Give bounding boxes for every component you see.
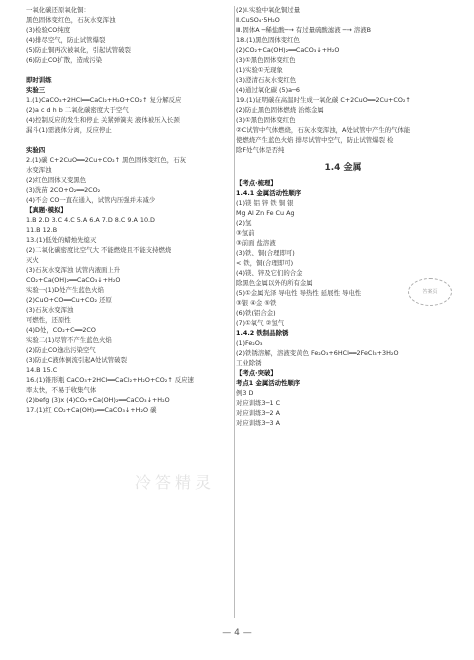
leftCol-line: 13.(1)低处的蜡烛先熄灭 xyxy=(26,236,97,244)
rightBottom-line: 例3 D xyxy=(236,389,254,398)
rightTop-line: Ⅱ.CuSO₄·5H₂O xyxy=(236,16,280,24)
rightBottom-line: 【考点·突破】 xyxy=(236,369,277,378)
rightBottom-line: 1.4.2 铁制品除锈 xyxy=(236,329,289,338)
leftCol-line: (6)防止CO扩散，造成污染 xyxy=(26,56,103,64)
watermark: 冷答精灵 xyxy=(135,473,216,492)
leftCol-line: 14.B 15.C xyxy=(26,366,58,374)
left-column xyxy=(26,6,230,416)
right-column xyxy=(236,6,450,429)
leftCol-line: (4)控制反应的发生和停止 关紧弹簧夹 液体被压入长颈 xyxy=(26,116,180,124)
leftCol-line xyxy=(26,66,230,76)
column-divider xyxy=(234,6,235,618)
rightBottom-line: (1)Fe₂O₃ xyxy=(236,339,263,348)
leftCol-line: (2)CuO+CO══Cu+CO₂ 还原 xyxy=(26,296,112,304)
leftCol-line xyxy=(26,136,230,146)
leftCol-line: (2)防止CO逸出污染空气 xyxy=(26,346,96,354)
leftCol-line: (3)石灰水变浑浊 试管内液面上升 xyxy=(26,266,121,274)
leftCol-line: (5)防止铜再次被氧化，引起试管破裂 xyxy=(26,46,131,54)
leftCol-line: (2)二氧化碳密度比空气大 不能燃烧且不能支持燃烧 xyxy=(26,246,172,254)
leftCol-line: 2.(1)碳 C+2CuO══2Cu+CO₂↑ 黑色固体变红色，石灰 xyxy=(26,156,186,164)
rightBottom-line: 除黑色金属以外的所有金属 xyxy=(236,279,313,288)
rightTop-line: (4)通过氧化碳 (5)a─6 xyxy=(236,86,300,94)
leftCol-line: (2)a c d h b 二氧化碳密度大于空气 xyxy=(26,106,129,114)
leftCol-line: 1.B 2.D 3.C 4.C 5.A 6.A 7.D 8.C 9.A 10.D xyxy=(26,216,155,224)
rightTop-line: 除F处气体是否纯 xyxy=(236,146,285,154)
rightBottom-line: (4)镁、锌及它们的合金 xyxy=(236,269,303,278)
leftCol-line: 17.(1)红 CO₂+Ca(OH)₂══CaCO₃↓+H₂O 碳 xyxy=(26,406,157,414)
section-title: 1.4 金属 xyxy=(324,163,362,173)
rightTop-line: ②C试管中气体燃烧，石灰水变浑浊，A处试管中产生的气体能 xyxy=(236,126,411,134)
leftCol-line: 黑色固体变红色，石灰水变浑浊 xyxy=(26,16,116,24)
rightBottom-line: (7)①氧气 ②氢气 xyxy=(236,319,285,328)
rightBottom-line: (6)铁(铝合金) xyxy=(236,309,276,318)
leftCol-line: 实验三 xyxy=(26,86,46,94)
rightTop-line: 18.(1)黑色固体变红色 xyxy=(236,36,300,44)
leftCol-line: 灭火 xyxy=(26,256,39,264)
rightBottom-line: ③银 ④金 ⑤铁 xyxy=(236,299,277,308)
rightBottom-line: 对应训练3─3 A xyxy=(236,419,280,428)
leftCol-line: (4)D处，CO₂+C══2CO xyxy=(26,326,96,334)
leftCol-line: 水变浑浊 xyxy=(26,166,52,174)
rightBottom-line: (1)镁 铝 锌 铁 铜 银 xyxy=(236,199,294,208)
leftCol-line: 【真题·模拟】 xyxy=(26,206,67,214)
rightBottom-line: 【考点·梳理】 xyxy=(236,179,277,188)
leftCol-line: 实验二(1)尽管不产生蓝色火焰 xyxy=(26,336,112,344)
leftCol-line: 可燃性，还原性 xyxy=(26,316,71,324)
leftCol-line: (3)防止C液体倒流引起A处试管破裂 xyxy=(26,356,127,364)
stamp-logo: 答案页 xyxy=(408,278,452,306)
rightBottom-line: ③前面 盐溶液 xyxy=(236,239,276,248)
leftCol-line: 一氧化碳还原氧化铜： xyxy=(26,6,90,14)
rightBottom-line: ③氢前 xyxy=(236,229,255,238)
rightBottom-line: 工业除锈 xyxy=(236,359,262,368)
leftCol-line: (3)洗苗 2CO+O₂══2CO₂ xyxy=(26,186,101,194)
leftCol-line: 11.B 12.B xyxy=(26,226,58,234)
rightTop-line: (3)①黑色固体变红色 xyxy=(236,56,296,64)
rightTop-line: (2)Ⅰ.实验中氧化铜过量 xyxy=(236,6,301,14)
rightTop-line: (3)澄清石灰水变红色 xyxy=(236,76,297,84)
leftCol-line: (4)不会 CO一直在通入，试管内压强并未减少 xyxy=(26,196,156,204)
leftCol-line: (4)排尽空气，防止试管爆裂 xyxy=(26,36,106,44)
page-number: — 4 — xyxy=(222,628,252,638)
leftCol-line: 实验一(1)D处产生蓝色火焰 xyxy=(26,286,104,294)
rightBottom-line: Mg Al Zn Fe Cu Ag xyxy=(236,209,295,218)
rightBottom-line: (2)氢 xyxy=(236,219,252,228)
rightBottom-line: 对应训练3─1 C xyxy=(236,399,281,408)
leftCol-line: 1.(1)CaCO₃+2HCl══CaCl₂+H₂O+CO₂↑ 复分解反应 xyxy=(26,96,182,104)
rightBottom-line: 考点1 金属活动性顺序 xyxy=(236,379,301,388)
leftCol-line: 16.(1)锥形瓶 CaCO₃+2HCl══CaCl₂+H₂O+CO₂↑ 反应速 xyxy=(26,376,194,384)
right-column-top xyxy=(236,6,450,156)
leftCol-line: (2)红色固体又变黑色 xyxy=(26,176,87,184)
rightBottom-line: (5)①金属光泽 导电性 导热性 延展性 导电性 xyxy=(236,289,362,298)
rightTop-line: (2)防止黑色固体燃烧 治炼金属 xyxy=(236,106,324,114)
leftCol-line: 实验四 xyxy=(26,146,46,154)
rightTop-line: (1)实验①无现象 xyxy=(236,66,283,74)
rightBottom-line: 1.4.1 金属活动性顺序 xyxy=(236,189,302,198)
leftCol-line: 漏斗(1)需液体分离，反应停止 xyxy=(26,126,112,134)
leftCol-line: CO₂+Ca(OH)₂══CaCO₃↓+H₂O xyxy=(26,276,121,284)
leftCol-line: 即时训练 xyxy=(26,76,52,84)
leftCol-line: (3)检验CO纯度 xyxy=(26,26,71,34)
rightBottom-line: < 铁，铜(合理即可) xyxy=(236,259,294,268)
page-number-value: 4 xyxy=(234,628,240,638)
rightBottom-line: 对应训练3─2 A xyxy=(236,409,280,418)
rightTop-line: Ⅲ.固体A ─稀盐酸─→ 有过量硫酸滤液 ─→ 溶液B xyxy=(236,26,372,34)
rightBottom-line: (2)铁锈溶解，溶液变黄色 Fe₂O₃+6HCl══2FeCl₃+3H₂O xyxy=(236,349,399,358)
rightTop-line: 使燃烧产生蓝色火焰 排尽试管中空气，防止试管爆裂 检 xyxy=(236,136,394,144)
rightBottom-line: (3)铁、铜(合理即可) xyxy=(236,249,295,258)
rightTop-line: (3)①黑色固体变红色 xyxy=(236,116,296,124)
leftCol-line: 率太快，不易于收集气体 xyxy=(26,386,97,394)
leftCol-line: (2)befg (3)x (4)CO₂+Ca(OH)₂══CaCO₃↓+H₂O xyxy=(26,396,170,404)
rightTop-line: (2)CO₂+Ca(OH)₂══CaCO₃↓+H₂O xyxy=(236,46,340,54)
rightTop-line: 19.(1)证明碳在高温时生成一氧化碳 C+2CuO══2Cu+CO₂↑ xyxy=(236,96,411,104)
leftCol-line: (3)石灰水变浑浊 xyxy=(26,306,74,314)
